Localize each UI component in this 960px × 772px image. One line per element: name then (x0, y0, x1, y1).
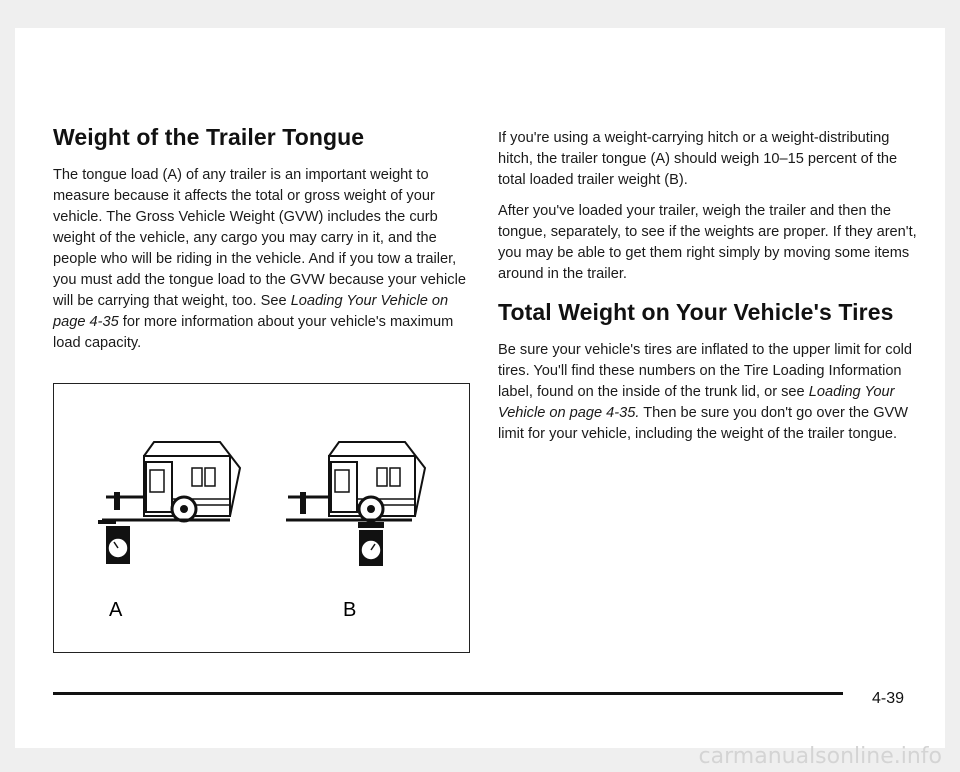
footer-rule (53, 692, 843, 695)
paragraph-text: for more information about your vehicle's maximum load capacity. (53, 314, 454, 351)
tire-inflation-paragraph (498, 340, 928, 445)
section-heading-tongue-weight: Weight of the Trailer Tongue (53, 124, 365, 150)
hitch-paragraph: If you're using a weight-carrying hitch or a weight-distributing hitch, the trailer tongue (A) should weigh 10–15 percent of the total loaded trailer weight (B). (498, 130, 898, 188)
tongue-weight-paragraph (53, 165, 473, 354)
manual-page (15, 28, 945, 748)
paragraph-text: Then be sure you don't go over the GVW limit for your vehicle, including the weight of the trailer tongue. (498, 405, 909, 442)
cross-reference-link[interactable]: Loading Your Vehicle on page 4-35. (498, 384, 895, 421)
trailer-a-diagram (98, 442, 240, 564)
page-number: 4-39 (872, 690, 905, 707)
right-column (498, 128, 928, 455)
section-heading-total-weight: Total Weight on Your Vehicle's Tires (498, 299, 894, 325)
cross-reference-link[interactable]: Loading Your Vehicle on page 4-35 (53, 293, 449, 330)
paragraph-text: The tongue load (A) of any trailer is an important weight to measure because it affects the total or gross weight of your vehicle. The Gross Vehicle Weight (GVW) includes the curb weight of the vehicle, any cargo you may carry in it, and the people who will be riding in the vehicle. And if you tow a trailer, you must add the tongue load to the GVW because your vehicle will be carrying that weight, too. See (53, 167, 466, 309)
trailer-illustration (54, 384, 468, 651)
left-column (53, 124, 473, 364)
watermark: carmanualsonline.info (698, 744, 942, 769)
paragraph-text: Be sure your vehicle's tires are inflated to the upper limit for cold tires. You'll find these numbers on the Tire Loading Information label, found on the inside of the trunk lid, or see (498, 342, 913, 400)
weigh-paragraph: After you've loaded your trailer, weigh the trailer and then the tongue, separately, to see if the weights are proper. If they aren't, you may be able to get them right simply by moving some items around in the trailer. (498, 203, 917, 282)
trailer-b-diagram (286, 442, 425, 566)
trailer-weighing-figure (53, 383, 470, 653)
figure-label-a: A (109, 599, 123, 621)
figure-label-b: B (343, 599, 357, 621)
